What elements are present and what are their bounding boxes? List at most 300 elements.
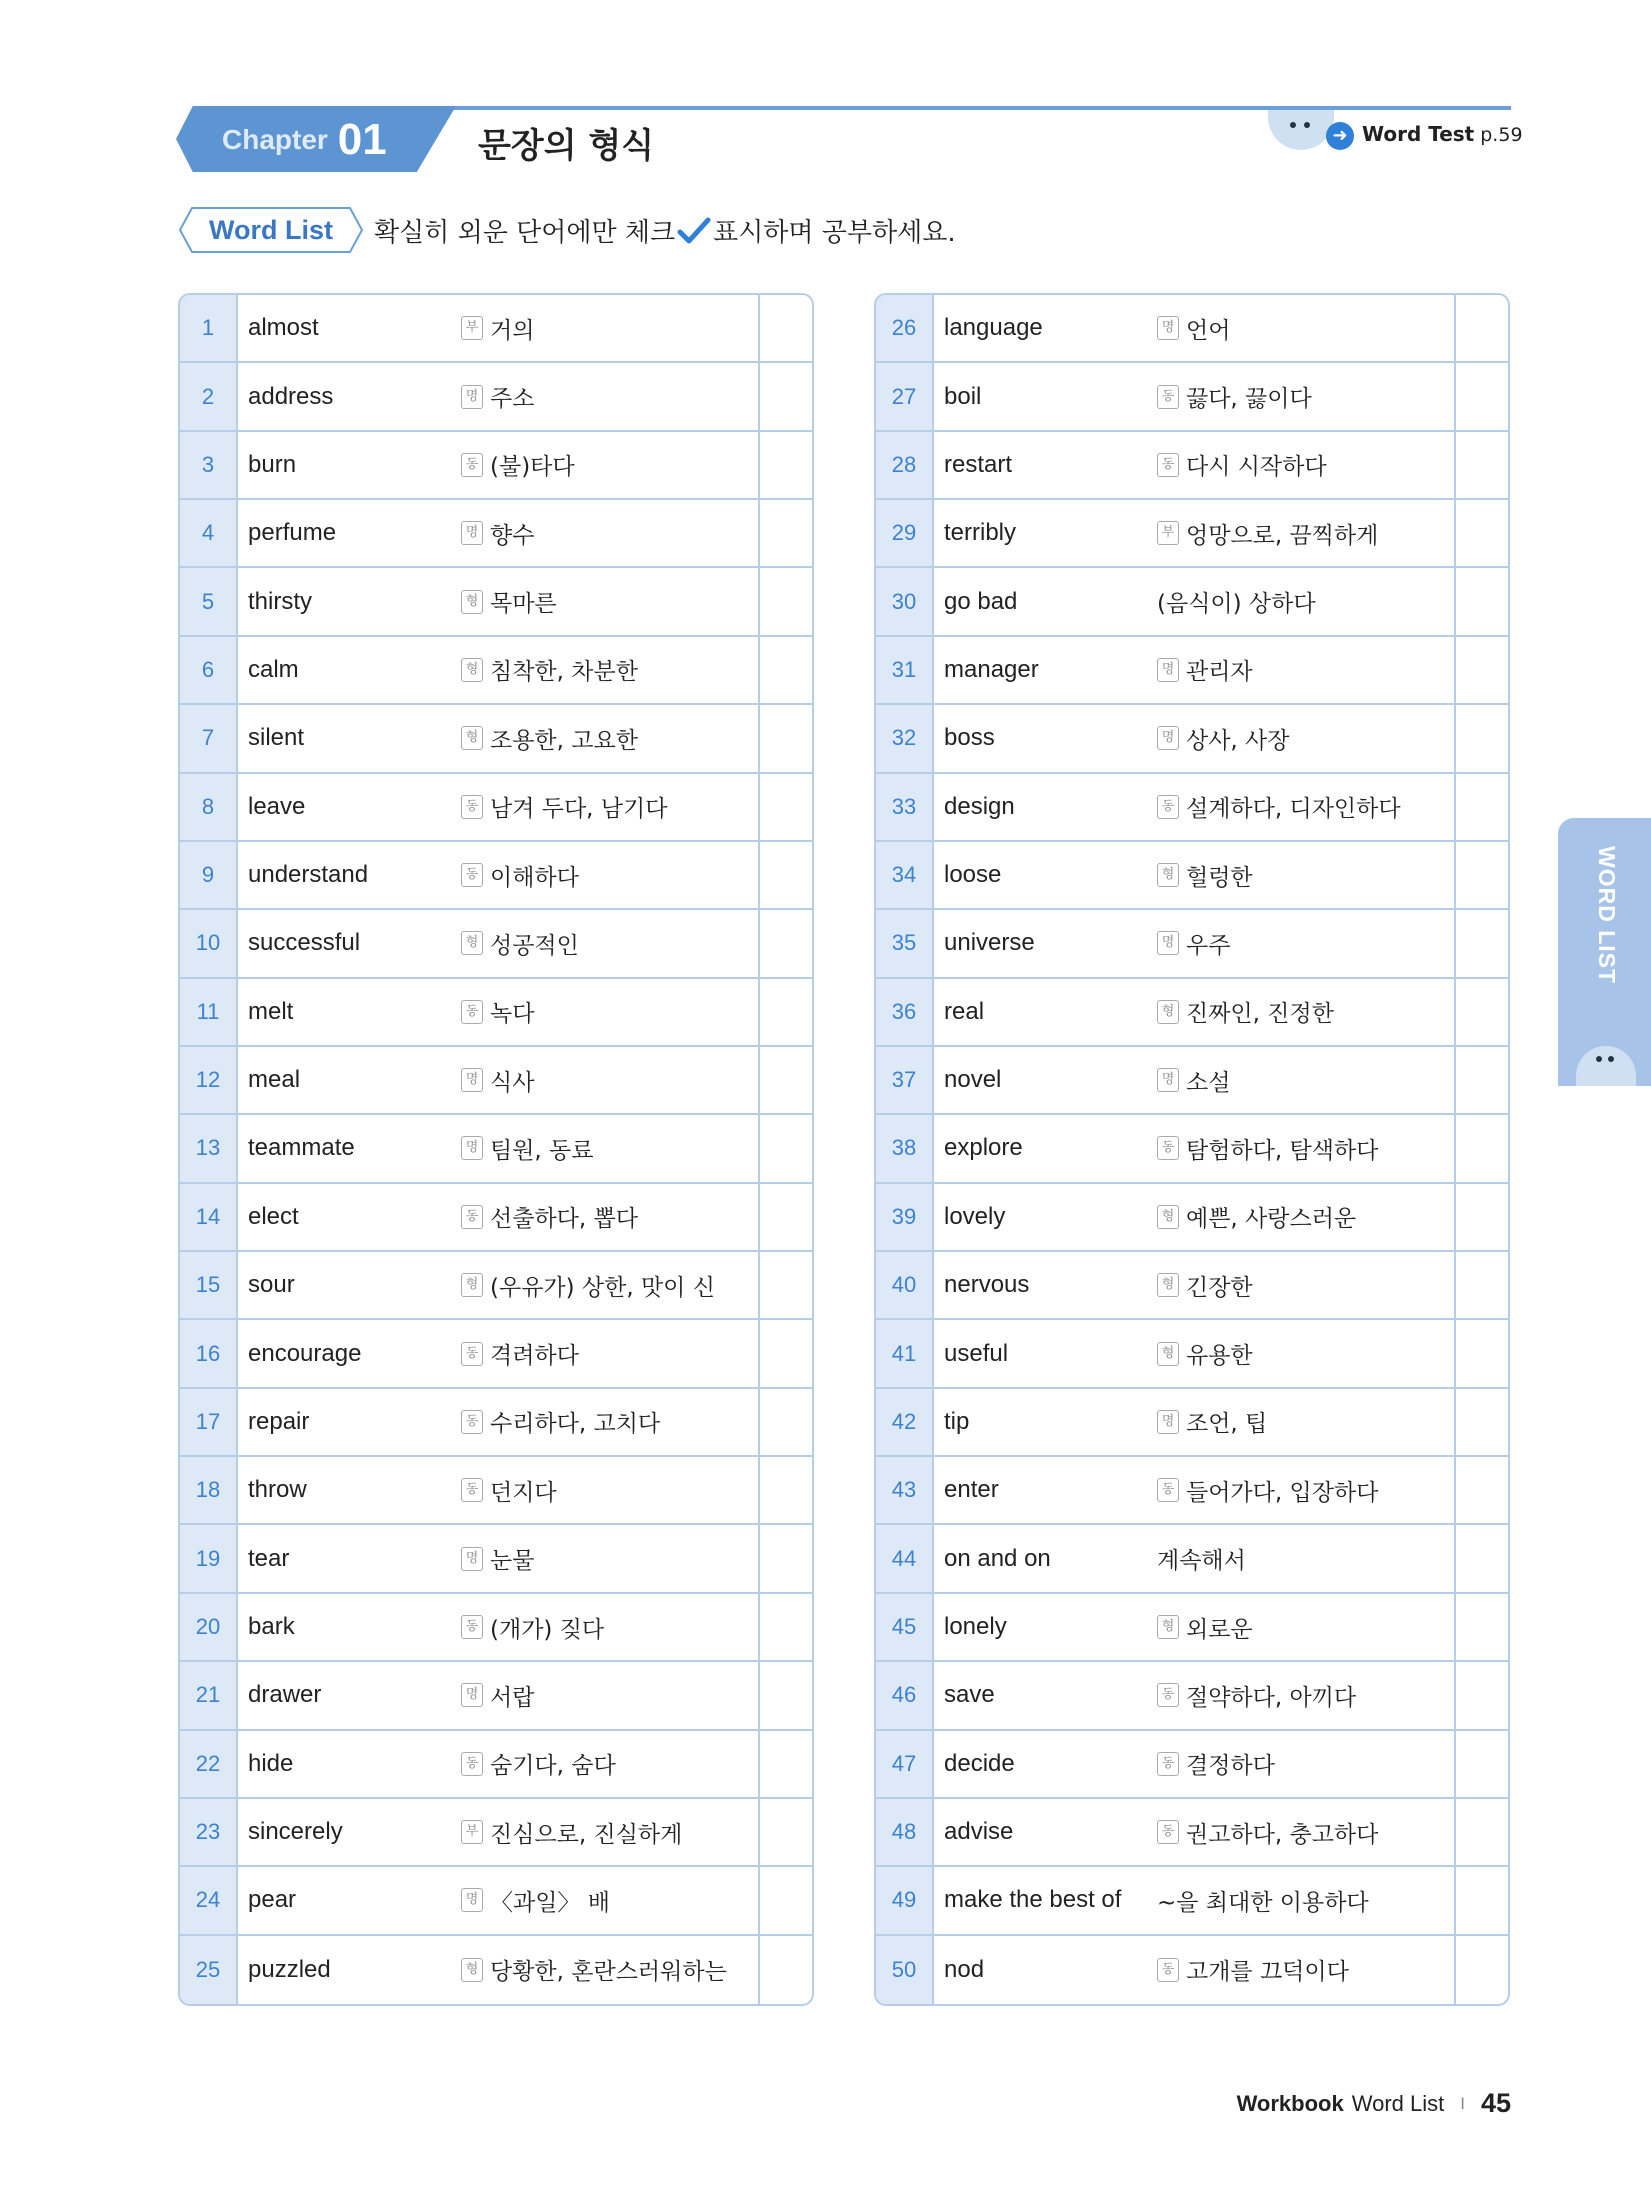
- check-box[interactable]: [758, 842, 812, 908]
- word-text: nod: [944, 1955, 985, 1983]
- part-of-speech-badge: 부: [1157, 521, 1179, 545]
- table-row: [180, 1594, 812, 1662]
- table-row: [876, 1184, 1508, 1252]
- word-test-page: p.59: [1480, 124, 1523, 146]
- check-box[interactable]: [1454, 1799, 1508, 1865]
- word-number: 4: [201, 520, 215, 546]
- word-number: 14: [195, 1203, 221, 1229]
- check-box[interactable]: [1454, 1936, 1508, 2004]
- word-text: drawer: [248, 1681, 322, 1709]
- page-footer: [1160, 2088, 1511, 2119]
- table-row: [876, 1662, 1508, 1730]
- word-number: 25: [195, 1956, 221, 1982]
- part-of-speech-badge: 명: [1157, 726, 1179, 750]
- part-of-speech-badge: 동: [1157, 1752, 1179, 1776]
- table-row: [180, 1525, 812, 1593]
- word-number: 35: [891, 930, 917, 956]
- word-table-right: [874, 293, 1510, 2006]
- word-meaning: 녹다: [490, 1001, 535, 1028]
- table-row: [180, 1936, 812, 2004]
- footer-book: Workbook: [1236, 2090, 1344, 2116]
- part-of-speech-badge: 동: [1157, 1820, 1179, 1844]
- part-of-speech-badge: 동: [461, 1000, 483, 1024]
- word-text: terribly: [944, 519, 1017, 547]
- table-row: [180, 1115, 812, 1183]
- word-number: 32: [891, 725, 917, 751]
- table-row: [876, 1047, 1508, 1115]
- part-of-speech-badge: 명: [461, 1547, 483, 1571]
- word-number: 23: [195, 1819, 221, 1845]
- part-of-speech-badge: 명: [461, 1683, 483, 1707]
- check-box[interactable]: [758, 1047, 812, 1113]
- word-text: almost: [248, 314, 319, 342]
- table-row: [180, 842, 812, 910]
- table-row: [180, 1799, 812, 1867]
- word-meaning: 거의: [490, 317, 535, 344]
- word-meaning: 눈물: [490, 1548, 535, 1575]
- word-meaning: 성공적인: [490, 932, 579, 959]
- footer-separator: I: [1460, 2094, 1465, 2113]
- word-number: 41: [891, 1340, 917, 1366]
- word-number: 31: [891, 656, 917, 682]
- word-meaning: 숨기다, 숨다: [490, 1753, 616, 1780]
- part-of-speech-badge: 형: [1157, 1342, 1179, 1366]
- word-meaning: 결정하다: [1186, 1753, 1275, 1780]
- table-row: [876, 1799, 1508, 1867]
- check-box[interactable]: [1454, 1867, 1508, 1933]
- word-meaning: 고개를 끄덕이다: [1186, 1959, 1349, 1986]
- mascot-eye-icon: [1304, 122, 1310, 128]
- word-text: thirsty: [248, 587, 313, 615]
- number-divider: [932, 295, 934, 2004]
- table-row: [180, 1662, 812, 1730]
- word-text: calm: [248, 655, 299, 683]
- word-text: hide: [248, 1749, 294, 1777]
- part-of-speech-badge: 명: [461, 385, 483, 409]
- word-number: 6: [201, 656, 215, 682]
- table-row: [180, 568, 812, 636]
- word-number: 49: [891, 1887, 917, 1913]
- check-box[interactable]: [1454, 295, 1508, 361]
- word-number: 1: [201, 315, 215, 341]
- check-box[interactable]: [1454, 1184, 1508, 1250]
- word-meaning: ~을 최대한 이용하다: [1157, 1889, 1369, 1916]
- word-text: silent: [248, 724, 305, 752]
- word-number: 7: [201, 725, 215, 751]
- word-number: 30: [891, 588, 917, 614]
- table-row: [180, 295, 812, 363]
- part-of-speech-badge: 명: [461, 521, 483, 545]
- table-row: [876, 705, 1508, 773]
- check-box[interactable]: [1454, 1662, 1508, 1728]
- table-row: [180, 705, 812, 773]
- part-of-speech-badge: 동: [461, 1478, 483, 1502]
- check-box[interactable]: [758, 637, 812, 703]
- word-meaning: (음식이) 상하다: [1157, 591, 1316, 618]
- word-number: 26: [891, 315, 917, 341]
- check-box[interactable]: [1454, 979, 1508, 1045]
- table-row: [876, 637, 1508, 705]
- word-meaning: 당황한, 혼란스러워하는: [490, 1959, 727, 1986]
- table-row: [876, 295, 1508, 363]
- part-of-speech-badge: 형: [461, 590, 483, 614]
- table-row: [180, 363, 812, 431]
- check-box[interactable]: [1454, 1731, 1508, 1797]
- word-meaning: 들어가다, 입장하다: [1186, 1479, 1379, 1506]
- table-row: [876, 1525, 1508, 1593]
- table-row: [876, 1457, 1508, 1525]
- mascot-eye-icon: [1290, 122, 1296, 128]
- check-box[interactable]: [1454, 1457, 1508, 1523]
- mascot-eye-icon: [1608, 1056, 1614, 1062]
- word-number: 19: [195, 1545, 221, 1571]
- check-box[interactable]: [1454, 705, 1508, 771]
- table-row: [180, 910, 812, 978]
- part-of-speech-badge: 동: [461, 1615, 483, 1639]
- word-text: encourage: [248, 1339, 362, 1367]
- word-number: 13: [195, 1135, 221, 1161]
- word-text: decide: [944, 1749, 1015, 1777]
- word-meaning: 격려하다: [490, 1343, 579, 1370]
- word-text: teammate: [248, 1134, 355, 1162]
- check-box[interactable]: [758, 568, 812, 634]
- number-divider: [236, 295, 238, 2004]
- part-of-speech-badge: 명: [461, 1888, 483, 1912]
- check-box[interactable]: [1454, 1320, 1508, 1386]
- word-text: puzzled: [248, 1955, 331, 1983]
- word-text: elect: [248, 1202, 299, 1230]
- word-number: 2: [201, 383, 215, 409]
- word-text: burn: [248, 450, 297, 478]
- check-box[interactable]: [1454, 432, 1508, 498]
- check-box[interactable]: [758, 1594, 812, 1660]
- word-meaning: 서랍: [490, 1684, 535, 1711]
- table-row: [180, 1867, 812, 1935]
- table-row: [180, 1320, 812, 1388]
- word-text: on and on: [944, 1544, 1051, 1572]
- word-meaning: 목마른: [490, 591, 557, 618]
- header-rule: [440, 106, 1511, 110]
- word-number: 45: [891, 1614, 917, 1639]
- check-box[interactable]: [758, 1320, 812, 1386]
- word-text: explore: [944, 1134, 1023, 1162]
- check-box[interactable]: [758, 1252, 812, 1318]
- word-text: meal: [248, 1066, 301, 1094]
- word-text: restart: [944, 450, 1013, 478]
- word-number: 9: [201, 862, 215, 888]
- check-box[interactable]: [1454, 1047, 1508, 1113]
- word-meaning: 설계하다, 디자인하다: [1186, 796, 1401, 823]
- check-box[interactable]: [758, 1731, 812, 1797]
- footer-section: Word List: [1351, 2090, 1445, 2116]
- instruction-text: [374, 212, 956, 249]
- part-of-speech-badge: 명: [461, 1068, 483, 1092]
- word-text: perfume: [248, 519, 337, 547]
- word-text: tip: [944, 1407, 970, 1435]
- word-text: repair: [248, 1407, 310, 1435]
- word-number: 18: [195, 1477, 221, 1503]
- table-row: [180, 1184, 812, 1252]
- check-box[interactable]: [1454, 1389, 1508, 1455]
- part-of-speech-badge: 동: [461, 453, 483, 477]
- word-number: 24: [195, 1887, 221, 1913]
- part-of-speech-badge: 부: [461, 1820, 483, 1844]
- word-meaning: 주소: [490, 386, 535, 413]
- word-number: 27: [891, 383, 917, 409]
- check-box[interactable]: [1454, 568, 1508, 634]
- check-box[interactable]: [758, 1525, 812, 1591]
- check-box[interactable]: [758, 910, 812, 976]
- word-meaning: 유용한: [1186, 1343, 1253, 1370]
- part-of-speech-badge: 형: [1157, 1000, 1179, 1024]
- word-meaning: 끓다, 끓이다: [1186, 386, 1312, 413]
- check-box[interactable]: [758, 774, 812, 840]
- word-number: 12: [195, 1067, 221, 1093]
- word-meaning: 상사, 사장: [1186, 727, 1290, 754]
- chapter-label: Chapter: [222, 124, 328, 155]
- word-meaning: 관리자: [1186, 659, 1253, 686]
- check-box[interactable]: [758, 295, 812, 361]
- word-test-label: Word Test: [1362, 122, 1475, 146]
- table-row: [876, 568, 1508, 636]
- word-number: 46: [891, 1682, 917, 1708]
- chapter-label-group: [222, 112, 387, 168]
- check-box[interactable]: [1454, 637, 1508, 703]
- word-meaning: 조용한, 고요한: [490, 727, 638, 754]
- word-number: 50: [891, 1956, 917, 1982]
- word-meaning: 남겨 두다, 남기다: [490, 796, 668, 823]
- part-of-speech-badge: 형: [1157, 1205, 1179, 1229]
- word-number: 5: [201, 588, 215, 614]
- check-box[interactable]: [1454, 1525, 1508, 1591]
- word-list-badge: Word List: [209, 214, 333, 245]
- table-row: [876, 1936, 1508, 2004]
- word-number: 47: [891, 1750, 917, 1776]
- word-number: 3: [201, 451, 215, 477]
- part-of-speech-badge: 형: [461, 726, 483, 750]
- chapter-title: 문장의 형식: [478, 126, 655, 166]
- part-of-speech-badge: 명: [1157, 658, 1179, 682]
- part-of-speech-badge: 명: [1157, 316, 1179, 340]
- word-meaning: 권고하다, 충고하다: [1186, 1821, 1379, 1848]
- part-of-speech-badge: 동: [1157, 795, 1179, 819]
- word-table-left: [178, 293, 814, 2006]
- table-row: [876, 979, 1508, 1047]
- word-text: sour: [248, 1271, 295, 1299]
- word-meaning: 절약하다, 아끼다: [1186, 1684, 1357, 1711]
- check-box[interactable]: [1454, 910, 1508, 976]
- word-number: 10: [195, 930, 221, 956]
- word-meaning: 탐험하다, 탐색하다: [1186, 1137, 1379, 1164]
- table-row: [180, 432, 812, 500]
- check-box[interactable]: [758, 432, 812, 498]
- check-box[interactable]: [1454, 500, 1508, 566]
- word-text: understand: [248, 861, 369, 889]
- part-of-speech-badge: 동: [461, 1752, 483, 1776]
- check-box[interactable]: [758, 1662, 812, 1728]
- check-box[interactable]: [758, 705, 812, 771]
- part-of-speech-badge: 명: [1157, 1068, 1179, 1092]
- word-meaning: 진심으로, 진실하게: [490, 1821, 683, 1848]
- instruction-before: 확실히 외운 단어에만 체크: [374, 218, 676, 248]
- word-number: 43: [891, 1477, 917, 1503]
- word-number: 36: [891, 998, 917, 1024]
- word-text: universe: [944, 929, 1035, 957]
- mascot-eye-icon: [1596, 1056, 1602, 1062]
- word-meaning: 다시 시작하다: [1186, 454, 1327, 481]
- word-text: make the best of: [944, 1886, 1122, 1914]
- word-text: address: [248, 382, 334, 410]
- part-of-speech-badge: 동: [1157, 1136, 1179, 1160]
- check-box[interactable]: [1454, 1252, 1508, 1318]
- word-number: 21: [195, 1682, 221, 1708]
- table-row: [876, 1731, 1508, 1799]
- word-meaning: 〈과일〉 배: [490, 1889, 610, 1916]
- word-meaning: (우유가) 상한, 맛이 신: [490, 1274, 715, 1301]
- table-row: [876, 432, 1508, 500]
- part-of-speech-badge: 명: [1157, 1410, 1179, 1434]
- table-row: [180, 1252, 812, 1320]
- word-meaning: 소설: [1186, 1069, 1231, 1096]
- part-of-speech-badge: 형: [461, 931, 483, 955]
- part-of-speech-badge: 동: [461, 1342, 483, 1366]
- table-row: [180, 774, 812, 842]
- word-number: 40: [891, 1272, 917, 1298]
- table-row: [876, 774, 1508, 842]
- word-text: leave: [248, 792, 306, 820]
- word-number: 22: [195, 1750, 221, 1776]
- word-number: 37: [891, 1067, 917, 1093]
- check-box[interactable]: [758, 1115, 812, 1181]
- word-number: 17: [195, 1408, 221, 1434]
- word-number: 48: [891, 1819, 917, 1845]
- check-box[interactable]: [1454, 363, 1508, 429]
- checkmark-icon: [677, 216, 711, 246]
- word-text: go bad: [944, 587, 1018, 615]
- check-box[interactable]: [758, 1389, 812, 1455]
- table-row: [876, 363, 1508, 431]
- table-row: [180, 1457, 812, 1525]
- word-number: 44: [891, 1545, 917, 1571]
- page-number: 45: [1480, 2088, 1511, 2118]
- face-mascot-icon: [1268, 110, 1334, 150]
- word-meaning: 향수: [490, 522, 535, 549]
- word-text: boss: [944, 724, 995, 752]
- part-of-speech-badge: 형: [1157, 1615, 1179, 1639]
- word-meaning: 언어: [1186, 317, 1231, 344]
- word-meaning: 예쁜, 사랑스러운: [1186, 1206, 1357, 1233]
- check-box[interactable]: [758, 1799, 812, 1865]
- word-meaning: 식사: [490, 1069, 535, 1096]
- word-text: boil: [944, 382, 982, 410]
- word-number: 16: [195, 1340, 221, 1366]
- table-row: [876, 842, 1508, 910]
- word-number: 29: [891, 520, 917, 546]
- word-text: sincerely: [248, 1818, 343, 1846]
- check-box[interactable]: [758, 500, 812, 566]
- word-text: lonely: [944, 1613, 1007, 1640]
- check-box[interactable]: [758, 1457, 812, 1523]
- word-text: enter: [944, 1476, 999, 1504]
- word-text: save: [944, 1681, 995, 1709]
- check-box[interactable]: [758, 979, 812, 1045]
- word-text: language: [944, 314, 1043, 342]
- table-row: [876, 1867, 1508, 1935]
- part-of-speech-badge: 동: [1157, 1683, 1179, 1707]
- word-number: 38: [891, 1135, 917, 1161]
- word-text: nervous: [944, 1271, 1030, 1299]
- part-of-speech-badge: 형: [1157, 863, 1179, 887]
- table-row: [180, 1389, 812, 1457]
- part-of-speech-badge: 동: [461, 863, 483, 887]
- word-text: lovely: [944, 1202, 1006, 1230]
- table-row: [876, 1594, 1508, 1662]
- table-row: [876, 1252, 1508, 1320]
- chapter-number: 01: [337, 115, 387, 164]
- word-number: 39: [891, 1203, 917, 1229]
- word-meaning: 조언, 팁: [1186, 1411, 1268, 1438]
- check-box[interactable]: [1454, 1594, 1508, 1660]
- check-box[interactable]: [758, 1936, 812, 2004]
- part-of-speech-badge: 형: [461, 658, 483, 682]
- part-of-speech-badge: 명: [461, 1136, 483, 1160]
- word-text: tear: [248, 1544, 290, 1572]
- check-box[interactable]: [758, 1867, 812, 1933]
- table-row: [180, 1731, 812, 1799]
- part-of-speech-badge: 형: [461, 1958, 483, 1982]
- check-box[interactable]: [758, 363, 812, 429]
- word-test-link[interactable]: [1362, 122, 1523, 146]
- word-meaning: 긴장한: [1186, 1274, 1253, 1301]
- word-text: pear: [248, 1886, 297, 1914]
- word-meaning: 수리하다, 고치다: [490, 1411, 661, 1438]
- part-of-speech-badge: 부: [461, 316, 483, 340]
- word-text: novel: [944, 1066, 1002, 1094]
- table-row: [180, 500, 812, 568]
- word-meaning: 던지다: [490, 1479, 557, 1506]
- word-text: manager: [944, 655, 1039, 683]
- table-row: [180, 637, 812, 705]
- word-number: 28: [891, 451, 917, 477]
- table-row: [180, 979, 812, 1047]
- word-meaning: 헐렁한: [1186, 864, 1253, 891]
- table-row: [876, 1115, 1508, 1183]
- instruction-after: 표시하며 공부하세요.: [713, 218, 956, 248]
- word-text: successful: [248, 929, 361, 957]
- side-tab-label: WORD LIST: [1594, 846, 1620, 985]
- part-of-speech-badge: 형: [1157, 1273, 1179, 1297]
- word-text: loose: [944, 861, 1002, 889]
- table-row: [180, 1047, 812, 1115]
- word-text: throw: [248, 1476, 307, 1504]
- word-number: 34: [891, 862, 917, 888]
- word-meaning: 계속해서: [1157, 1548, 1246, 1575]
- part-of-speech-badge: 명: [1157, 931, 1179, 955]
- word-meaning: 엉망으로, 끔찍하게: [1186, 522, 1379, 549]
- part-of-speech-badge: 동: [461, 1205, 483, 1229]
- check-box[interactable]: [758, 1184, 812, 1250]
- check-box[interactable]: [1454, 774, 1508, 840]
- word-number: 8: [201, 793, 215, 819]
- word-meaning: (개가) 짖다: [490, 1616, 605, 1643]
- word-meaning: 우주: [1186, 932, 1231, 959]
- word-text: bark: [248, 1613, 295, 1640]
- check-box[interactable]: [1454, 842, 1508, 908]
- word-meaning: 외로운: [1186, 1616, 1253, 1643]
- check-box[interactable]: [1454, 1115, 1508, 1181]
- table-row: [876, 500, 1508, 568]
- part-of-speech-badge: 동: [1157, 1478, 1179, 1502]
